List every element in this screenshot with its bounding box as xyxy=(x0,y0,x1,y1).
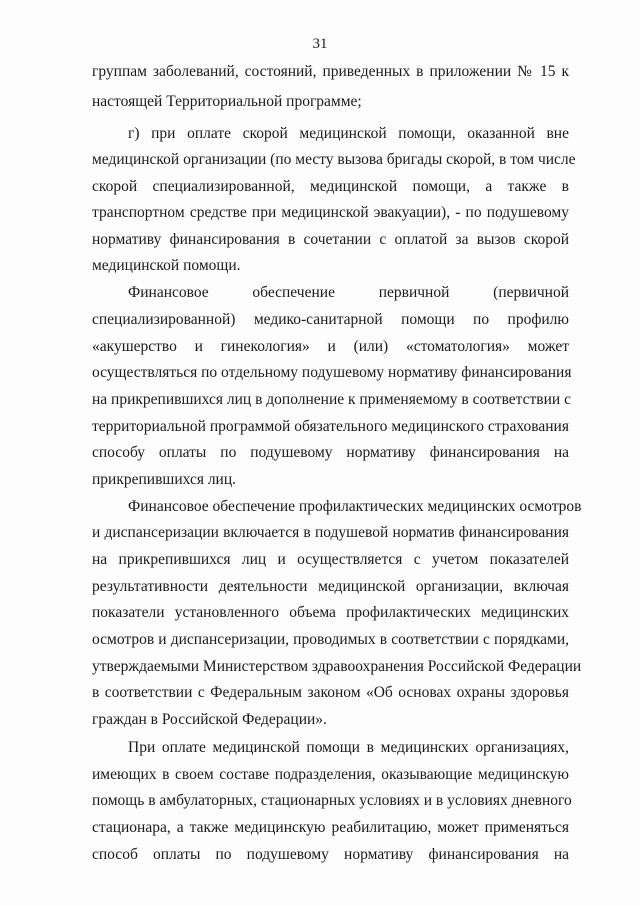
text-line: стационара, а также медицинскую реабилитацию, может применяться xyxy=(92,819,569,836)
text-line: утверждаемыми Министерством здравоохранения Российской Федерации xyxy=(92,658,582,675)
text-line: Финансовое обеспечение профилактических медицинских осмотров xyxy=(128,498,582,515)
text-line: и диспансеризации включается в подушевой норматив финансирования xyxy=(92,524,569,541)
text-line: «акушерство и гинекология» и (или) «стоматология» может xyxy=(92,338,569,355)
text-line: в соответствии с Федеральным законом «Об основах охраны здоровья xyxy=(92,684,569,701)
text-line: группам заболеваний, состояний, приведенных в приложении № 15 к xyxy=(92,63,569,80)
text-line: скорой специализированной, медицинской помощи, а также в xyxy=(92,178,569,195)
text-line: граждан в Российской Федерации». xyxy=(92,711,327,728)
text-line: показатели установленного объема профилактических медицинских xyxy=(92,604,569,621)
text-line: медицинской помощи. xyxy=(92,257,241,274)
text-line: способ оплаты по подушевому нормативу финансирования на xyxy=(92,846,569,863)
text-line: транспортном средстве при медицинской эвакуации), - по подушевому xyxy=(92,204,569,221)
text-line: медицинской организации (по месту вызова бригады скорой, в том числе xyxy=(92,151,576,168)
text-line: осмотров и диспансеризации, проводимых в соответствии с порядками, xyxy=(92,631,569,648)
text-line: результативности деятельности медицинской организации, включая xyxy=(92,578,569,595)
text-line: на прикрепившихся лиц в дополнение к применяемому в соответствии с xyxy=(92,391,571,408)
text-line: прикрепившихся лиц. xyxy=(92,471,237,488)
text-line: территориальной программой обязательного медицинского страхования xyxy=(92,418,569,435)
text-line: осуществляться по отдельному подушевому нормативу финансирования xyxy=(92,364,572,381)
text-line: способу оплаты по подушевому нормативу финансирования на xyxy=(92,444,569,461)
text-line: специализированной) медико-санитарной помощи по профилю xyxy=(92,311,569,328)
text-line: имеющих в своем составе подразделения, оказывающие медицинскую xyxy=(92,766,569,783)
text-line: Финансовое обеспечение первичной (первичной xyxy=(128,284,569,301)
page-number: 31 xyxy=(312,36,328,52)
text-line: При оплате медицинской помощи в медицинских организациях, xyxy=(128,739,569,756)
text-line: нормативу финансирования в сочетании с оплатой за вызов скорой xyxy=(92,231,569,248)
text-line: настоящей Территориальной программе; xyxy=(92,93,362,110)
text-line: г) при оплате скорой медицинской помощи, оказанной вне xyxy=(128,125,569,142)
text-line: помощь в амбулаторных, стационарных условиях и в условиях дневного xyxy=(92,792,572,809)
text-line: на прикрепившихся лиц и осуществляется с учетом показателей xyxy=(92,551,569,568)
